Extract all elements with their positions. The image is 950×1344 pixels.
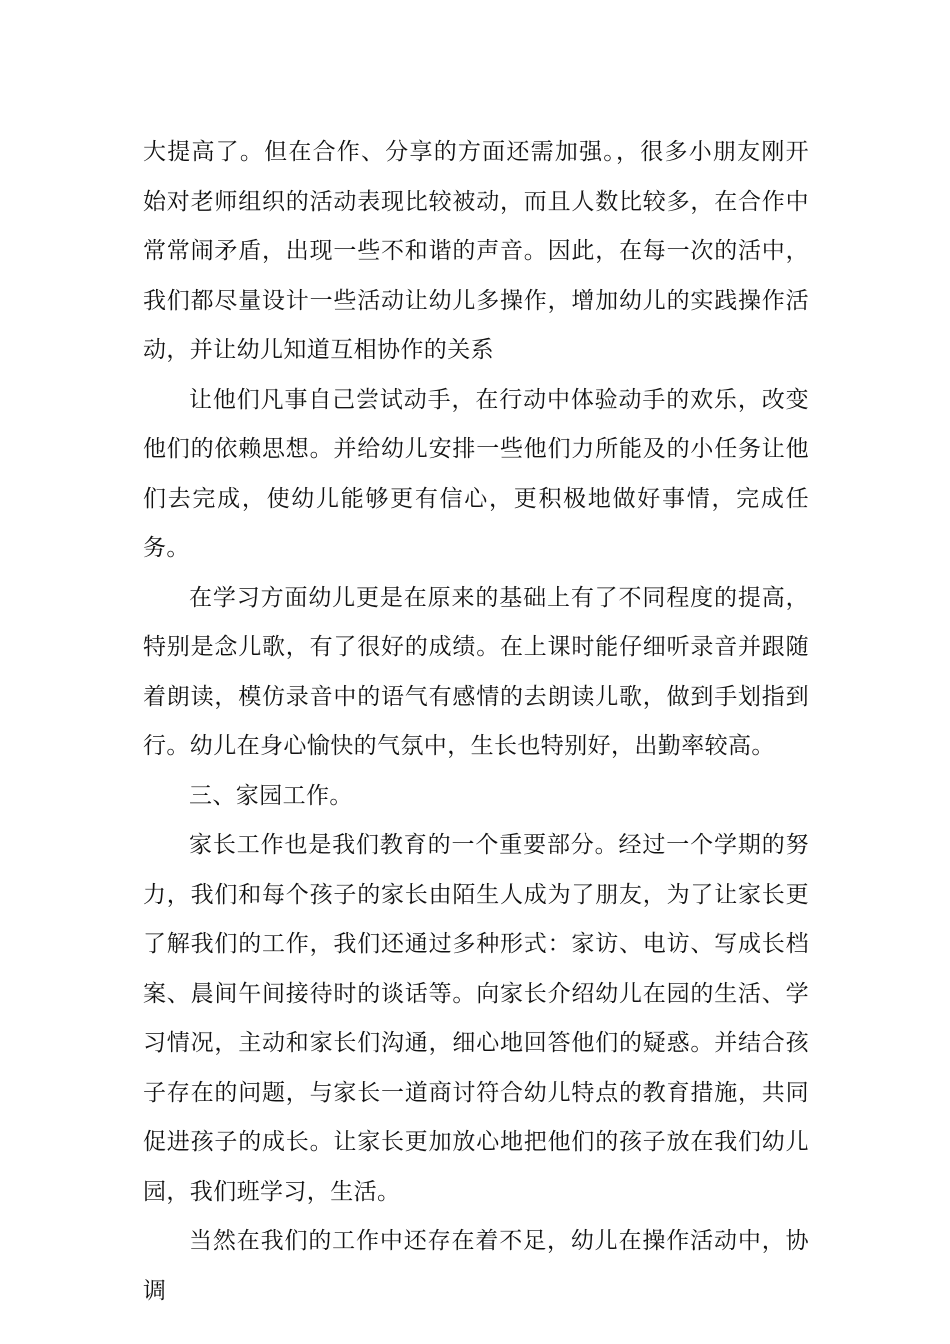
paragraph-3: 在学习方面幼儿更是在原来的基础上有了不同程度的提高，特别是念儿歌，有了很好的成绩。在上课时能仔细听录音并跟随着朗读，模仿录音中的语气有感情的去朗读儿歌，做到手划指到行。幼儿在身心愉快的气氛中，生长也特别好，出勤率较高。	[143, 584, 809, 759]
document-body	[143, 128, 809, 1316]
paragraph-6: 当然在我们的工作中还存在着不足，幼儿在操作活动中，协调	[143, 1228, 809, 1304]
paragraph-2: 让他们凡事自己尝试动手，在行动中体验动手的欢乐，改变他们的依赖思想。并给幼儿安排一些他们力所能及的小任务让他们去完成，使幼儿能够更有信心，更积极地做好事情，完成任务。	[143, 386, 809, 561]
paragraph-1: 大提高了。但在合作、分享的方面还需加强。，很多小朋友刚开始对老师组织的活动表现比较被动，而且人数比较多，在合作中常常闹矛盾，出现一些不和谐的声音。因此，在每一次的活中，我们都尽量设计一些活动让幼儿多操作，增加幼儿的实践操作活动，并让幼儿知道互相协作的关系	[143, 139, 809, 363]
paragraph-5: 家长工作也是我们教育的一个重要部分。经过一个学期的努力，我们和每个孩子的家长由陌生人成为了朋友，为了让家长更了解我们的工作，我们还通过多种形式：家访、电访、写成长档案、晨间午间接待时的谈话等。向家长介绍幼儿在园的生活、学习情况，主动和家长们沟通，细心地回答他们的疑惑。并结合孩子存在的问题，与家长一道商讨符合幼儿特点的教育措施，共同促进孩子的成长。让家长更加放心地把他们的孩子放在我们幼儿园，我们班学习，生活。	[143, 832, 809, 1205]
section-heading-home-school-work: 三、家园工作。	[189, 782, 353, 809]
